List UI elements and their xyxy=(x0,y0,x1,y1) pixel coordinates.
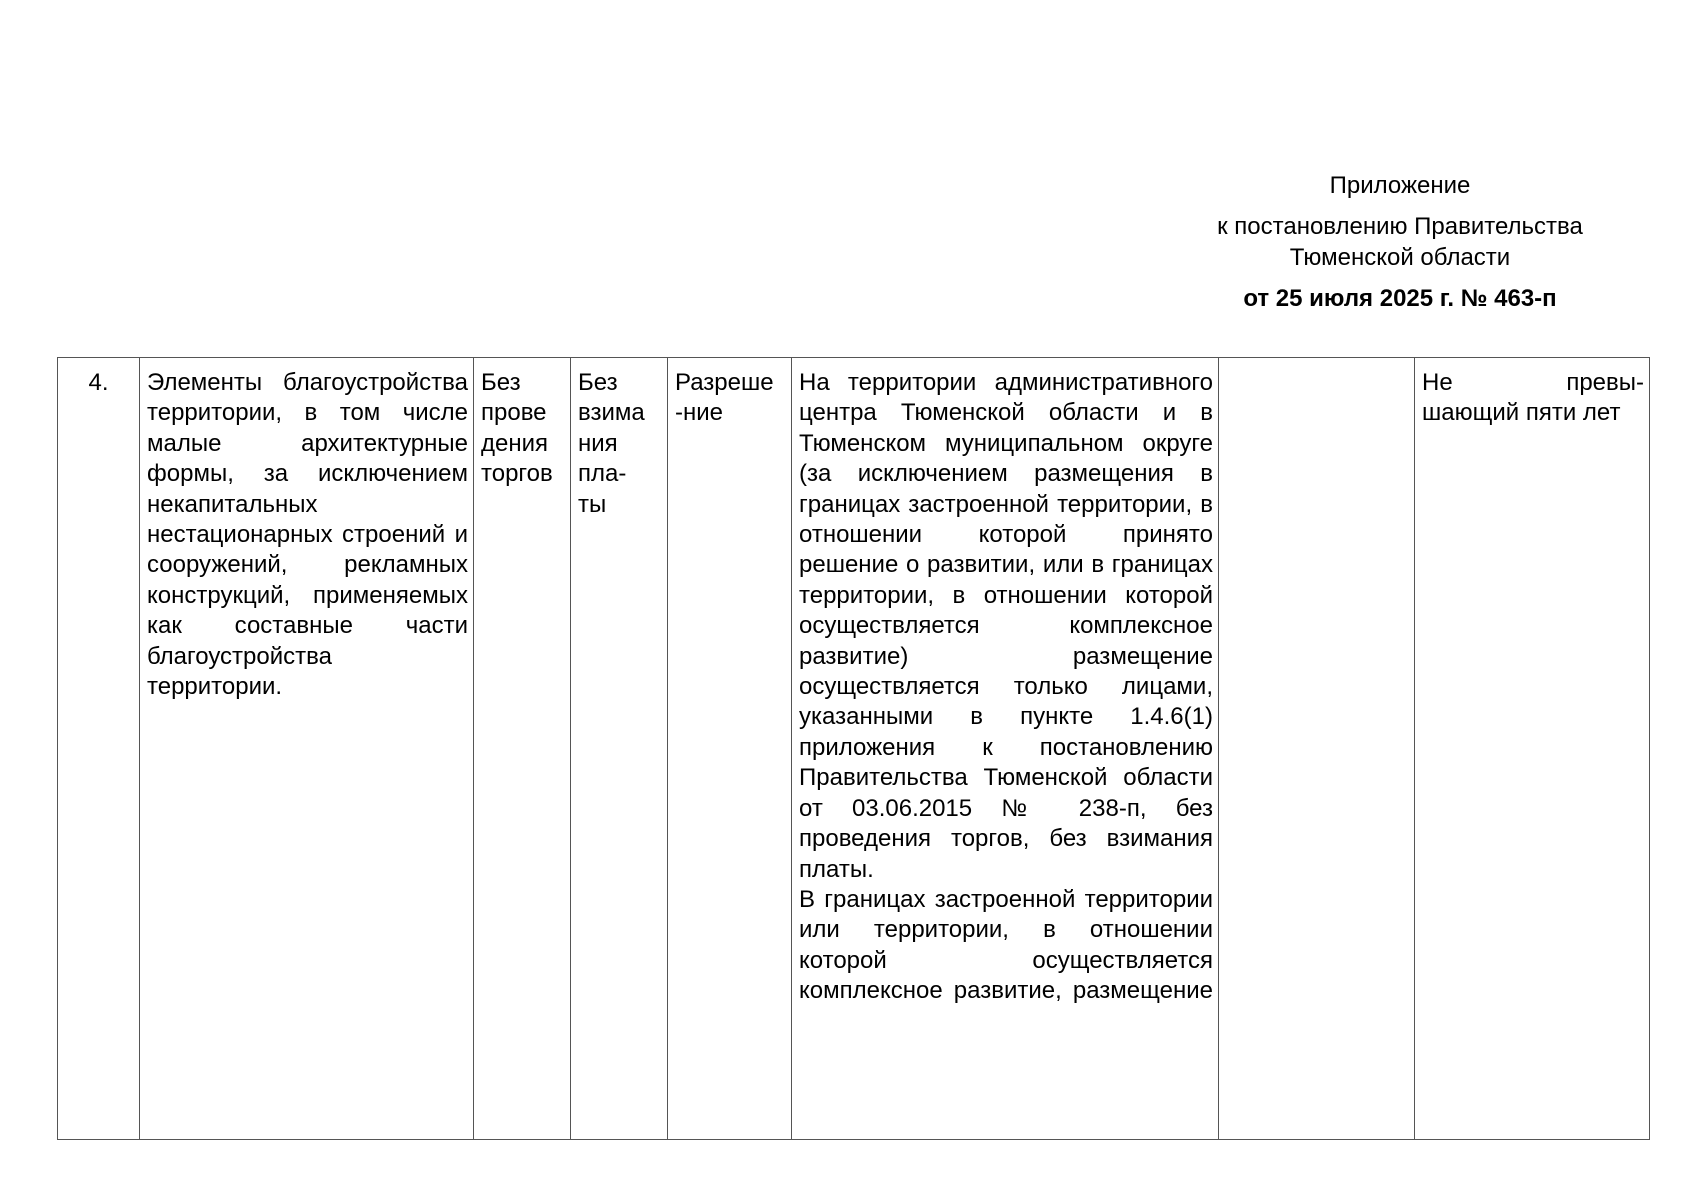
payment-line: взима xyxy=(578,399,645,427)
resolution-reference-line1: к постановлению Правительства xyxy=(1217,213,1583,240)
appendix-label: Приложение xyxy=(1329,172,1471,199)
procedure-line: торгов xyxy=(481,460,553,488)
term-cell xyxy=(1415,358,1650,1140)
table-row xyxy=(58,358,1650,1140)
payment-cell xyxy=(571,358,668,1140)
regulation-table xyxy=(57,357,1650,1140)
procedure-line: дения xyxy=(481,429,549,457)
payment-line: пла- xyxy=(578,460,627,488)
term-line-1: Не превы- xyxy=(1422,369,1644,396)
payment-line: ния xyxy=(578,429,618,457)
payment-line: ты xyxy=(578,490,607,518)
resolution-reference-line2: Тюменской области xyxy=(1289,244,1511,271)
permit-cell xyxy=(668,358,792,1140)
permit-line: -ние xyxy=(675,399,723,427)
empty-cell xyxy=(1219,358,1415,1140)
resolution-date-number: от 25 июля 2025 г. № 463-п xyxy=(1243,285,1557,312)
document-header xyxy=(1150,170,1650,314)
term-line-2: шающий пяти лет xyxy=(1422,399,1621,427)
payment-line: Без xyxy=(578,369,618,396)
permit-line: Разреше xyxy=(675,369,774,396)
conditions-paragraph-2: В границах застроенной территории или территории, в отношении которой осуществляется комплексное развитие, размещение xyxy=(799,885,1213,1005)
conditions-cell xyxy=(792,358,1219,1140)
procedure-cell xyxy=(474,358,571,1140)
conditions-paragraph-1: На территории административного центра Тюменской области и в Тюменском муниципальном округе (за исключением размещения в границах застроенной территории, в отношении которой принято решение о развитии, или в границах территории, в отношении которой осуществляется комплексное развитие) размещение осуществляется только лицами, указанными в пункте 1.4.6(1) приложения к постановлению Правительства Тюменской области от 03.06.2015 № 238-п, без проведения торгов, без взимания платы. xyxy=(799,369,1213,883)
object-name-cell: Элементы благоустройства территории, в том числе малые архитектурные формы, за исключением некапитальных нестационарных строений и сооружений, рекламных конструкций, применяемых как составные части благоустройства территории. xyxy=(140,358,474,1140)
procedure-line: Без xyxy=(481,369,521,396)
procedure-line: прове xyxy=(481,399,547,427)
row-number: 4. xyxy=(58,358,140,1140)
